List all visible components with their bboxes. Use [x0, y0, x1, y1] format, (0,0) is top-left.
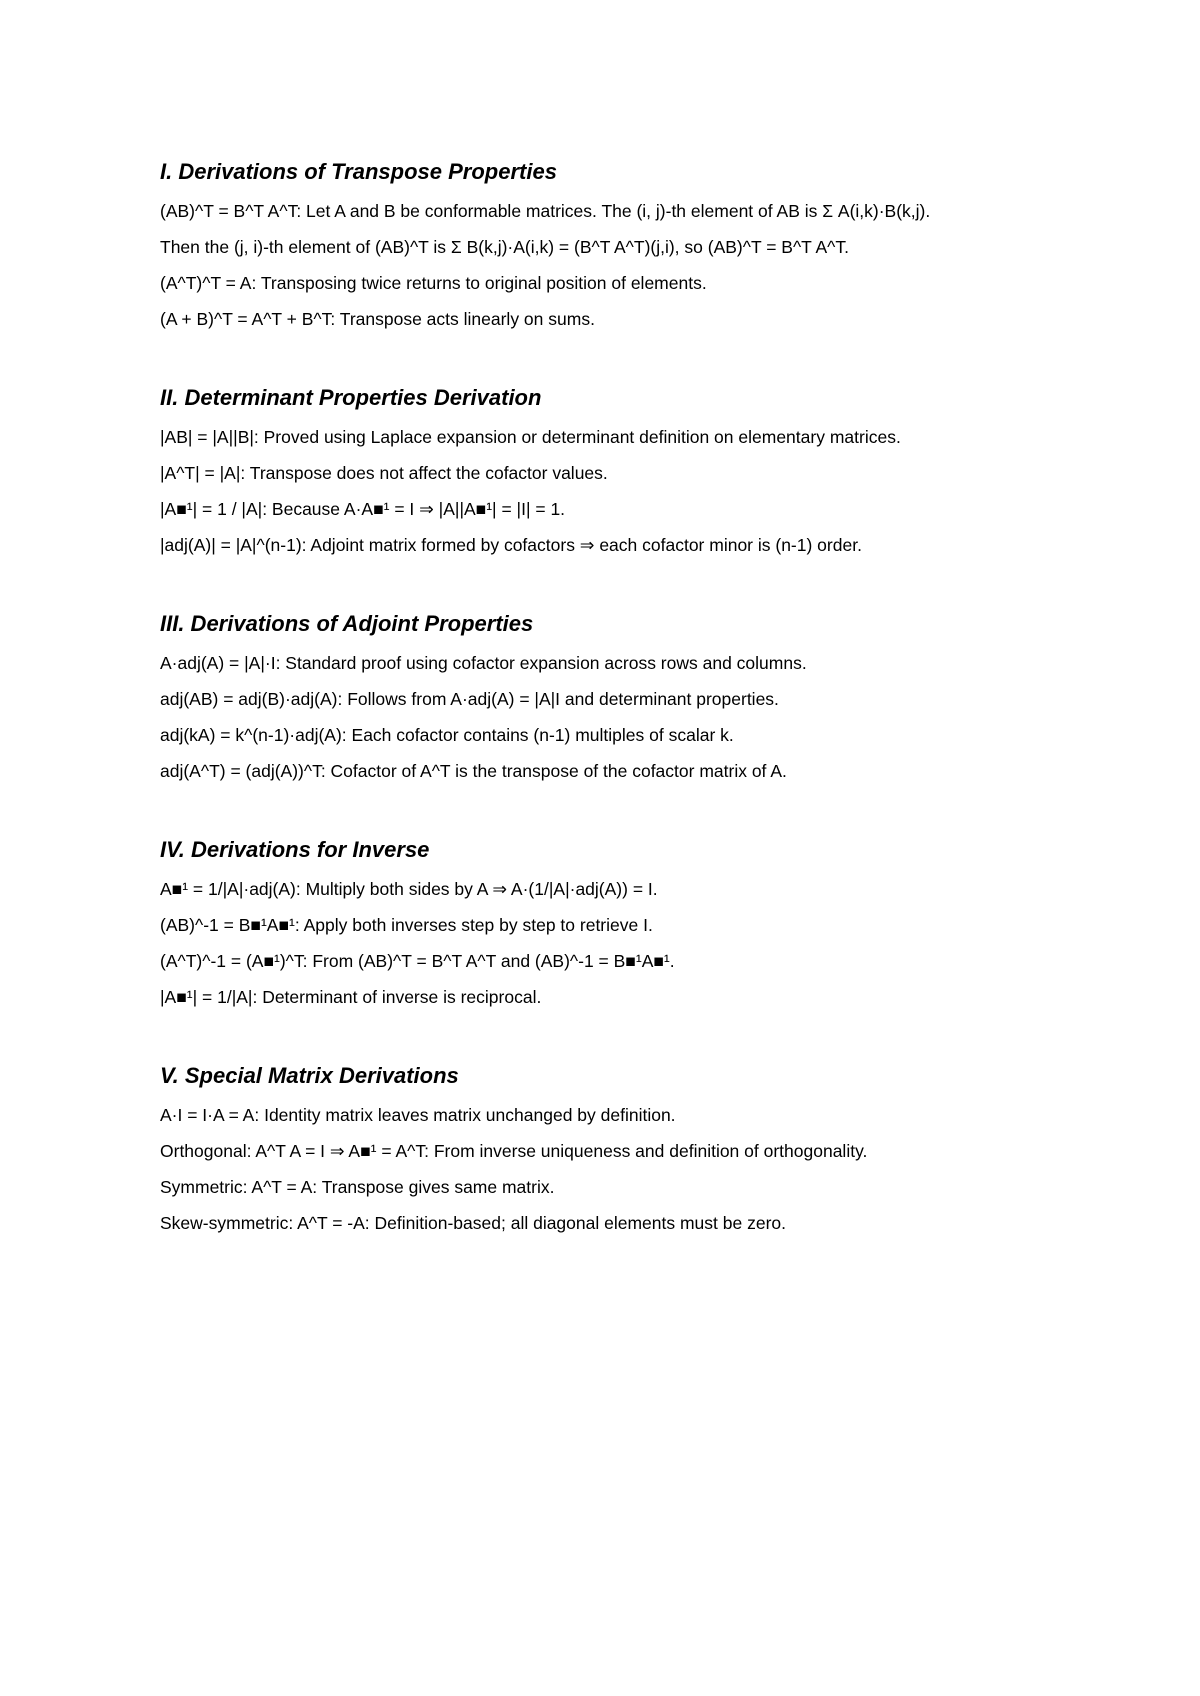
paragraph-line: A·adj(A) = |A|·I: Standard proof using cofactor expansion across rows and columns. [160, 653, 807, 673]
paragraph-line: |A^T| = |A|: Transpose does not affect the cofactor values. [160, 463, 608, 483]
section-adjoint-properties [160, 610, 1060, 784]
paragraph-line: A■¹ = 1/|A|·adj(A): Multiply both sides by A ⇒ A·(1/|A|·adj(A)) = I. [160, 879, 658, 899]
section-determinant-properties [160, 384, 1060, 558]
section-title: I. Derivations of Transpose Properties [160, 159, 557, 184]
paragraph-line: Symmetric: A^T = A: Transpose gives same matrix. [160, 1177, 555, 1197]
paragraph-line: (A + B)^T = A^T + B^T: Transpose acts linearly on sums. [160, 309, 595, 329]
paragraph-line: Then the (j, i)-th element of (AB)^T is Σ B(k,j)·A(i,k) = (B^T A^T)(j,i), so (AB)^T = B^T A^T. [160, 237, 849, 257]
paragraph-line: Skew-symmetric: A^T = -A: Definition-based; all diagonal elements must be zero. [160, 1213, 787, 1233]
section-special-matrix [160, 1062, 1060, 1236]
section-transpose-properties [160, 158, 1060, 332]
section-title: II. Determinant Properties Derivation [160, 385, 542, 410]
paragraph-line: (AB)^-1 = B■¹A■¹: Apply both inverses step by step to retrieve I. [160, 915, 653, 935]
paragraph-line: |AB| = |A||B|: Proved using Laplace expansion or determinant definition on elementary matrices. [160, 427, 901, 447]
paragraph-line: A·I = I·A = A: Identity matrix leaves matrix unchanged by definition. [160, 1105, 676, 1125]
paragraph-line: |A■¹| = 1/|A|: Determinant of inverse is reciprocal. [160, 987, 542, 1007]
paragraph-line: Orthogonal: A^T A = I ⇒ A■¹ = A^T: From inverse uniqueness and definition of orthogonality. [160, 1141, 868, 1161]
paragraph-line: (A^T)^-1 = (A■¹)^T: From (AB)^T = B^T A^T and (AB)^-1 = B■¹A■¹. [160, 951, 675, 971]
paragraph-line: (A^T)^T = A: Transposing twice returns to original position of elements. [160, 273, 707, 293]
paragraph-line: (AB)^T = B^T A^T: Let A and B be conformable matrices. The (i, j)-th element of AB is Σ A(i,k)·B(k,j). [160, 201, 931, 221]
paragraph-line: adj(A^T) = (adj(A))^T: Cofactor of A^T is the transpose of the cofactor matrix of A. [160, 761, 787, 781]
paragraph-line: adj(kA) = k^(n-1)·adj(A): Each cofactor contains (n-1) multiples of scalar k. [160, 725, 734, 745]
section-inverse-derivations [160, 836, 1060, 1010]
paragraph-line: |A■¹| = 1 / |A|: Because A·A■¹ = I ⇒ |A||A■¹| = |I| = 1. [160, 499, 566, 519]
section-title: V. Special Matrix Derivations [160, 1063, 459, 1088]
document-page [160, 158, 1060, 1288]
paragraph-line: adj(AB) = adj(B)·adj(A): Follows from A·adj(A) = |A|I and determinant properties. [160, 689, 779, 709]
paragraph-line: |adj(A)| = |A|^(n-1): Adjoint matrix formed by cofactors ⇒ each cofactor minor is (n-1) order. [160, 535, 862, 555]
section-title: III. Derivations of Adjoint Properties [160, 611, 534, 636]
section-title: IV. Derivations for Inverse [160, 837, 430, 862]
